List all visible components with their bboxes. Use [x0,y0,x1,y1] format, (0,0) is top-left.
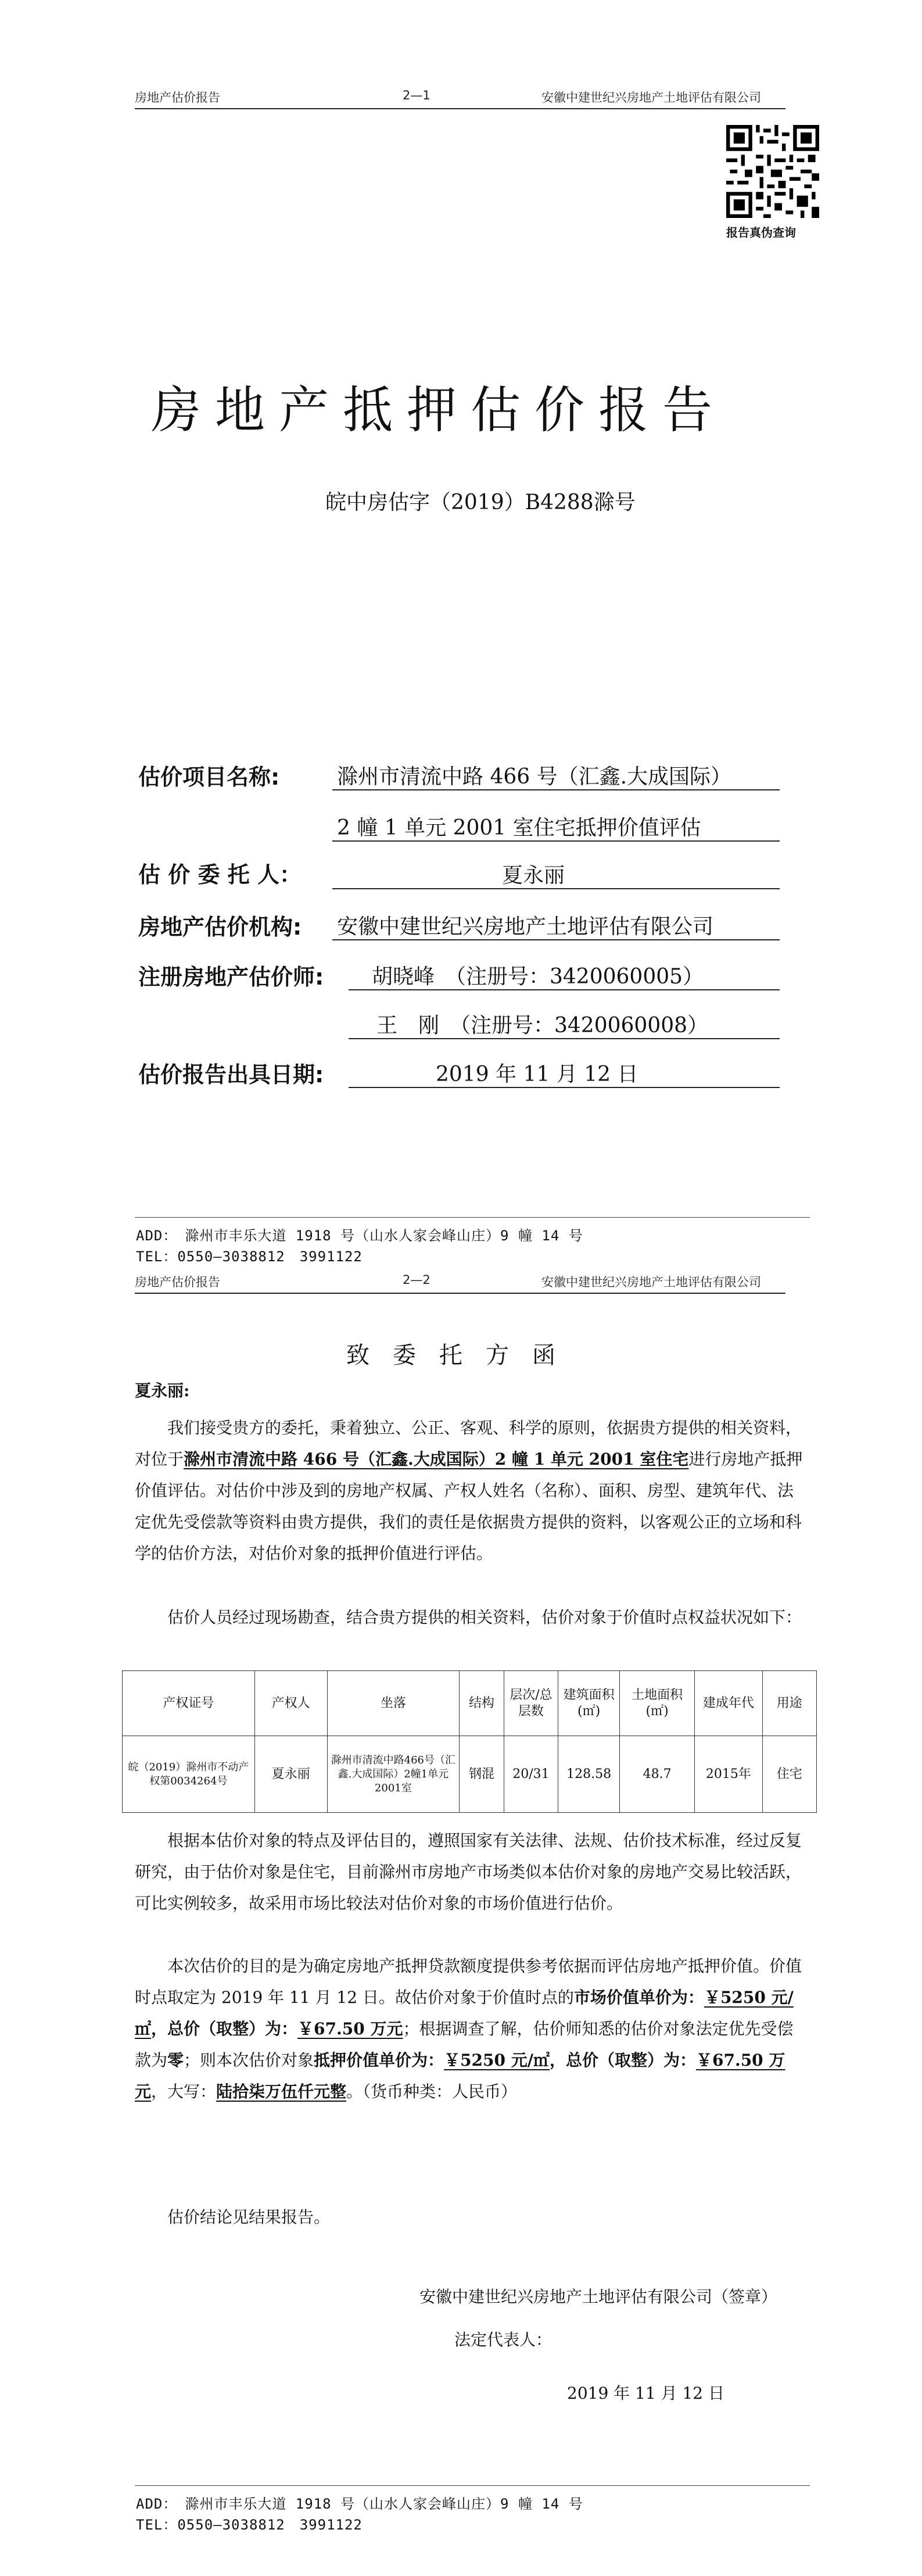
table-cell-land-area: 48.7 [620,1736,695,1813]
p1-property-address: 滁州市清流中路 466 号（汇鑫.大成国际）2 幢 1 单元 2001 室住宅 [184,1450,689,1469]
table-header-floor: 层次/总层数 [504,1671,558,1736]
page1-footer-rule [135,1217,810,1218]
p4-capital-label: ，大写： [151,2082,217,2101]
page2-header-center: 2—2 [403,1273,430,1287]
project-name-underline-1 [332,789,780,790]
page1-header-left: 房地产估价报告 [135,91,220,105]
p4-mortgage-unit-label: 抵押价值单价为： [314,2051,444,2070]
table-cell-floor: 20/31 [504,1736,558,1813]
table-row [123,1736,817,1813]
table-cell-structure: 钢混 [460,1736,504,1813]
appraiser-1-value: 胡晓峰 （注册号：3420060005） [372,965,704,989]
table-header-structure: 结构 [460,1671,504,1736]
client-underline [332,888,780,889]
page1-footer-address: ADD： 滁州市丰乐大道 1918 号（山水人家会峰山庄）9 幢 14 号 [136,1228,583,1244]
table-cell-cert: 皖（2019）滁州市不动产权第0034264号 [123,1736,255,1813]
project-name-label: 估价项目名称: [138,764,280,790]
p4-mortgage-unit-value: ￥5250 元/㎡ [444,2051,550,2070]
page2-footer-address: ADD： 滁州市丰乐大道 1918 号（山水人家会峰山庄）9 幢 14 号 [136,2496,583,2512]
letter-paragraph-2: 估价人员经过现场勘查，结合贵方提供的相关资料，估价对象于价值时点权益状况如下： [167,1608,802,1627]
p4-mortgage-total-value: ￥67.50 万元 [135,2051,785,2101]
letter-salutation: 夏永丽: [135,1381,190,1400]
client-value: 夏永丽 [502,864,565,888]
page1-header-rule [135,108,785,109]
report-date-underline [349,1087,780,1088]
p4-capital-value: 陆拾柒万伍仟元整 [216,2082,347,2101]
table-cell-year: 2015年 [695,1736,762,1813]
signature-legal-rep: 法定代表人： [454,2330,553,2349]
table-header-land-area: 土地面积(㎡) [620,1671,695,1736]
appraiser-1-underline [349,989,780,990]
table-header-building-area: 建筑面积(㎡) [558,1671,620,1736]
page2-header-right: 安徽中建世纪兴房地产土地评估有限公司 [541,1275,761,1289]
table-header-owner: 产权人 [254,1671,327,1736]
qr-verify-label: 报告真伪查询 [726,226,796,239]
letter-title: 致委托方函 [346,1342,579,1369]
p4-market-total-value: ￥67.50 万元 [297,2019,403,2038]
p4-priority-text: ；根据调查了解，估价师知悉的估价对象法定优先受偿款为 [135,2019,794,2070]
project-name-underline-2 [332,840,780,842]
page1-footer-tel: TEL：0550—3038812 3991122 [136,1248,363,1265]
appraiser-2-underline [349,1038,780,1039]
table-header-year: 建成年代 [695,1671,762,1736]
qr-code-icon [726,125,819,218]
table-cell-building-area: 128.58 [558,1736,620,1813]
agency-value: 安徽中建世纪兴房地产土地评估有限公司 [337,915,714,939]
p4-market-unit-value: ￥5250 元/㎡ [135,1988,794,2038]
p4-intro: 本次估价的目的是为确定房地产抵押贷款额度提供参考依据而评估房地产抵押价值。价值时点取定为 2019 年 11 月 12 日。故估价对象于价值时点的 [135,1956,802,2007]
table-header-location: 坐落 [327,1671,460,1736]
agency-underline [332,939,780,940]
p4-currency: 。（货币种类：人民币） [346,2082,518,2101]
report-date-label: 估价报告出具日期: [138,1062,324,1087]
project-name-value-line1: 滁州市清流中路 466 号（汇鑫.大成国际） [337,765,732,789]
client-label: 估 价 委 托 人： [138,862,302,888]
p4-priority-value: 零 [167,2051,184,2070]
letter-paragraph-5: 估价结论见结果报告。 [167,2208,331,2227]
agency-label: 房地产估价机构: [138,914,302,940]
p1-intro: 我们接受贵方的委托，秉着独立、公正、客观、科学的原则，依据贵方提供的相关资料，对位于 [135,1418,802,1469]
p4-market-total-label: ，总价（取整）为： [151,2019,298,2038]
table-cell-location: 滁州市清流中路466号（汇鑫.大成国际）2幢1单元2001室 [327,1736,460,1813]
p4-mortgage-total-label: ，总价（取整）为： [549,2051,696,2070]
page2-footer-tel: TEL：0550—3038812 3991122 [136,2517,363,2533]
page1-header-center: 2—1 [403,88,430,102]
signature-company: 安徽中建世纪兴房地产土地评估有限公司（签章） [419,2287,778,2306]
report-date-value: 2019 年 11 月 12 日 [436,1062,638,1086]
letter-paragraph-3: 根据本估价对象的特点及评估目的，遵照国家有关法律、法规、估价技术标准，经过反复研究，由于估价对象是住宅，目前滁州市房地产市场类似本估价对象的房地产交易比较活跃，可比实例较多，故采用市场比较法对估价对象的市场价值进行估价。 [135,1831,802,1913]
p4-then-text: ；则本次估价对象 [184,2051,314,2070]
table-cell-owner: 夏永丽 [254,1736,327,1813]
page2-footer-rule [135,2485,810,2486]
table-header-cert: 产权证号 [123,1671,255,1736]
appraiser-2-value: 王 刚 （注册号：3420060008） [376,1014,709,1037]
page2-header-rule [135,1293,785,1294]
page2-header-left: 房地产估价报告 [135,1275,220,1289]
letter-paragraph-4 [135,1951,809,2108]
project-name-value-line2: 2 幢 1 单元 2001 室住宅抵押价值评估 [337,816,701,840]
signature-date: 2019 年 11 月 12 日 [567,2384,725,2403]
table-header-row [123,1671,817,1736]
report-document-number: 皖中房估字（2019）B4288滁号 [325,491,636,514]
p1-rest: 进行房地产抵押价值评估。对估价中涉及到的房地产权属、产权人姓名（名称）、面积、房型、建筑年代、法定优先受偿款等资料由贵方提供，我们的责任是依据贵方提供的资料，以客观公正的立场和科学的估价方法，对估价对象的抵押价值进行评估。 [135,1450,803,1563]
table-header-use: 用途 [762,1671,816,1736]
p4-market-unit-label: 市场价值单价为： [573,1988,704,2007]
property-rights-table [122,1670,817,1813]
report-title: 房地产抵押估价报告 [151,381,726,439]
appraiser-label: 注册房地产估价师: [138,964,324,990]
table-cell-use: 住宅 [762,1736,816,1813]
letter-paragraph-1 [135,1412,809,1569]
page1-header-right: 安徽中建世纪兴房地产土地评估有限公司 [541,91,761,105]
